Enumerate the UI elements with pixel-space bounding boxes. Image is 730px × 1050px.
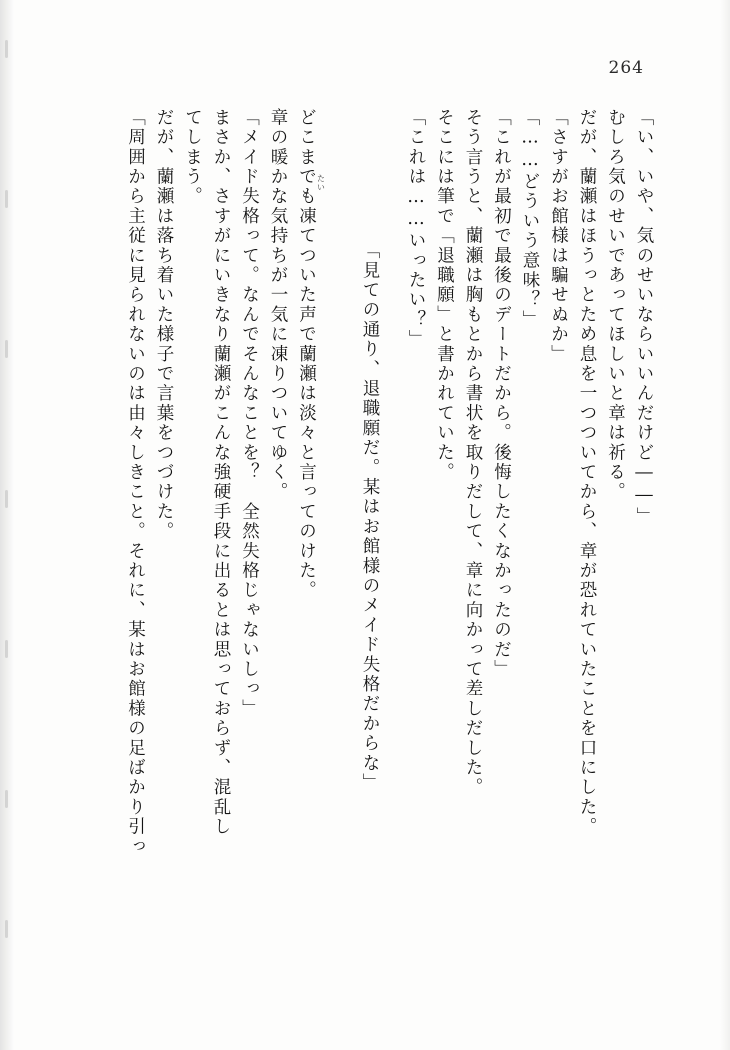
text-line: 「メイド失格って。なんでそんなことを？ 全然失格じゃないしっ」 — [239, 108, 260, 719]
page-text-body — [70, 108, 652, 980]
text-line: 「これが最初で最後のデートだから。後悔したくなかったのだ」 — [491, 108, 512, 680]
text-line: 「さすがお館様は騙せぬか」 — [548, 108, 569, 365]
text-line: そこには筆で「退職願」と書かれていた。 — [434, 108, 455, 483]
text-line: てしまう。 — [182, 108, 203, 207]
text-line — [316, 108, 396, 980]
binding-marks — [2, 40, 12, 940]
text-line: そう言うと、蘭瀬は胸もとから書状を取りだして、章に向かって差しだした。 — [463, 108, 483, 798]
text-line: むしろ気のせいであってほしいと章は祈る。 — [605, 108, 626, 502]
text-line: 「い、いや、気のせいならいいんだけど――」 — [634, 108, 654, 527]
page-number: 264 — [608, 58, 644, 78]
text-line: 「周囲から主従に見られないのは由々しきこと。それに、某はお館様の足ばかり引っ — [125, 108, 146, 857]
text-line-content: 「見ての通り、退職願だ。某はお館様のメイド失格だからな」 — [360, 241, 380, 793]
ruby-annotation: たい — [316, 174, 326, 192]
text-line: 「……どういう意味？」 — [520, 108, 540, 330]
text-line: 「これは……いったい？」 — [406, 108, 426, 350]
text-line: だが、蘭瀬は落ち着いた様子で言葉をつづけた。 — [154, 108, 174, 542]
text-line: 章の暖かな気持ちが一気に凍りついてゆく。 — [268, 108, 288, 502]
text-line: どこまでも凍てついた声で蘭瀬は淡々と言ってのけた。 — [296, 108, 317, 601]
text-line: まさか、さすがにいきなり蘭瀬がこんな強硬手段に出るとは思っておらず、混乱し — [211, 108, 231, 837]
text-line: だが、蘭瀬はほうっとため息を一つついてから、章が恐れていたことを口にした。 — [577, 108, 597, 837]
